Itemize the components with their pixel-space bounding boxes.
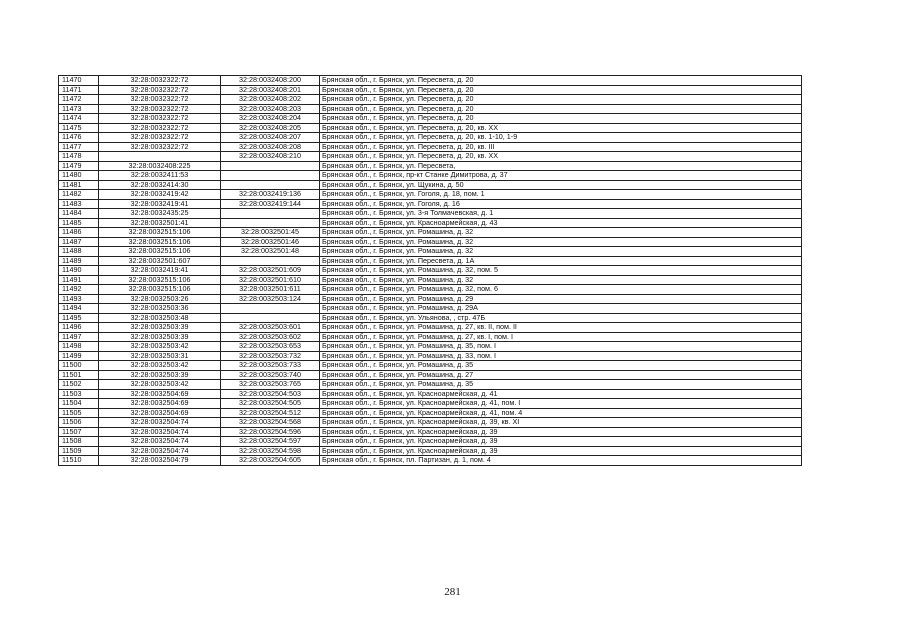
- table-row: [59, 209, 802, 219]
- row-number-cell: 11505: [59, 408, 99, 418]
- address-cell: Брянская обл., г. Брянск, ул. Красноармейская, д. 41, пом. I: [320, 399, 802, 409]
- table-row: [59, 285, 802, 295]
- row-number-cell: 11486: [59, 228, 99, 238]
- row-number-cell: 11500: [59, 361, 99, 371]
- table-row: [59, 313, 802, 323]
- object-number-cell: [221, 304, 320, 314]
- address-cell: Брянская обл., г. Брянск, ул. Ромашина, д. 33, пом. I: [320, 351, 802, 361]
- address-cell: Брянская обл., г. Брянск, ул. Пересвета, д. 20: [320, 76, 802, 86]
- row-number-cell: 11488: [59, 247, 99, 257]
- parcel-number-cell: 32:28:0032503:36: [99, 304, 221, 314]
- table-row: [59, 180, 802, 190]
- address-cell: Брянская обл., г. Брянск, ул. Пересвета, д. 20: [320, 85, 802, 95]
- address-cell: Брянская обл., г. Брянск, ул. Ромашина, д. 32, пом. 6: [320, 285, 802, 295]
- table-row: [59, 380, 802, 390]
- object-number-cell: 32:28:0032504:605: [221, 456, 320, 466]
- address-cell: Брянская обл., г. Брянск, ул. Гоголя, д. 16: [320, 199, 802, 209]
- row-number-cell: 11496: [59, 323, 99, 333]
- row-number-cell: 11485: [59, 218, 99, 228]
- row-number-cell: 11480: [59, 171, 99, 181]
- object-number-cell: 32:28:0032503:602: [221, 332, 320, 342]
- row-number-cell: 11482: [59, 190, 99, 200]
- parcel-number-cell: [99, 152, 221, 162]
- table-row: [59, 446, 802, 456]
- address-cell: Брянская обл., г. Брянск, ул. Пересвета, д. 20, кв. 1-10, 1-9: [320, 133, 802, 143]
- table-row: [59, 456, 802, 466]
- row-number-cell: 11481: [59, 180, 99, 190]
- address-cell: Брянская обл., г. Брянск, ул. Ульянова, , стр. 47Б: [320, 313, 802, 323]
- table-row: [59, 171, 802, 181]
- parcel-number-cell: 32:28:0032322:72: [99, 142, 221, 152]
- address-cell: Брянская обл., г. Брянск, ул. Красноармейская, д. 39: [320, 446, 802, 456]
- table-row: [59, 399, 802, 409]
- address-cell: Брянская обл., г. Брянск, ул. Ромашина, д. 32: [320, 237, 802, 247]
- parcel-number-cell: 32:28:0032504:69: [99, 408, 221, 418]
- address-cell: Брянская обл., г. Брянск, ул. Красноармейская, д. 41: [320, 389, 802, 399]
- table-row: [59, 190, 802, 200]
- object-number-cell: 32:28:0032504:596: [221, 427, 320, 437]
- parcel-number-cell: 32:28:0032503:42: [99, 361, 221, 371]
- parcel-number-cell: 32:28:0032322:72: [99, 104, 221, 114]
- address-cell: Брянская обл., г. Брянск, ул. Ромашина, д. 32: [320, 247, 802, 257]
- table-row: [59, 275, 802, 285]
- table-row: [59, 256, 802, 266]
- row-number-cell: 11470: [59, 76, 99, 86]
- row-number-cell: 11471: [59, 85, 99, 95]
- parcel-number-cell: 32:28:0032322:72: [99, 85, 221, 95]
- row-number-cell: 11478: [59, 152, 99, 162]
- object-number-cell: 32:28:0032501:609: [221, 266, 320, 276]
- object-number-cell: 32:28:0032501:610: [221, 275, 320, 285]
- object-number-cell: [221, 180, 320, 190]
- table-row: [59, 247, 802, 257]
- object-number-cell: 32:28:0032504:503: [221, 389, 320, 399]
- row-number-cell: 11492: [59, 285, 99, 295]
- row-number-cell: 11473: [59, 104, 99, 114]
- object-number-cell: 32:28:0032408:204: [221, 114, 320, 124]
- parcel-number-cell: 32:28:0032503:39: [99, 370, 221, 380]
- row-number-cell: 11503: [59, 389, 99, 399]
- address-cell: Брянская обл., г. Брянск, ул. Пересвета, д. 1А: [320, 256, 802, 266]
- table-row: [59, 408, 802, 418]
- address-cell: Брянская обл., г. Брянск, ул. Ромашина, д. 35: [320, 380, 802, 390]
- parcel-number-cell: 32:28:0032504:74: [99, 446, 221, 456]
- table-row: [59, 266, 802, 276]
- parcel-number-cell: 32:28:0032408:225: [99, 161, 221, 171]
- parcel-number-cell: 32:28:0032419:42: [99, 190, 221, 200]
- table-row: [59, 95, 802, 105]
- parcel-number-cell: 32:28:0032503:31: [99, 351, 221, 361]
- address-cell: Брянская обл., г. Брянск, ул. Красноармейская, д. 39: [320, 427, 802, 437]
- row-number-cell: 11498: [59, 342, 99, 352]
- table-row: [59, 323, 802, 333]
- table-row: [59, 142, 802, 152]
- parcel-number-cell: 32:28:0032504:74: [99, 418, 221, 428]
- address-cell: Брянская обл., г. Брянск, ул. Пересвета, д. 20: [320, 114, 802, 124]
- row-number-cell: 11502: [59, 380, 99, 390]
- address-cell: Брянская обл., г. Брянск, ул. 3-я Толмачевская, д. 1: [320, 209, 802, 219]
- object-number-cell: 32:28:0032504:505: [221, 399, 320, 409]
- address-cell: Брянская обл., г. Брянск, пл. Партизан, д. 1, пом. 4: [320, 456, 802, 466]
- table-row: [59, 418, 802, 428]
- object-number-cell: 32:28:0032503:601: [221, 323, 320, 333]
- parcel-number-cell: 32:28:0032503:42: [99, 342, 221, 352]
- address-cell: Брянская обл., г. Брянск, ул. Красноармейская, д. 39, кв. XI: [320, 418, 802, 428]
- table-row: [59, 152, 802, 162]
- row-number-cell: 11494: [59, 304, 99, 314]
- address-cell: Брянская обл., г. Брянск, ул. Ромашина, д. 35, пом. I: [320, 342, 802, 352]
- parcel-number-cell: 32:28:0032504:74: [99, 427, 221, 437]
- object-number-cell: [221, 218, 320, 228]
- row-number-cell: 11483: [59, 199, 99, 209]
- parcel-number-cell: 32:28:0032515:106: [99, 237, 221, 247]
- address-cell: Брянская обл., г. Брянск, ул. Пересвета, д. 20: [320, 104, 802, 114]
- object-number-cell: 32:28:0032501:46: [221, 237, 320, 247]
- parcel-number-cell: 32:28:0032515:106: [99, 247, 221, 257]
- table-row: [59, 304, 802, 314]
- parcel-number-cell: 32:28:0032322:72: [99, 133, 221, 143]
- object-number-cell: 32:28:0032408:205: [221, 123, 320, 133]
- table-body: [59, 76, 802, 466]
- row-number-cell: 11474: [59, 114, 99, 124]
- table-row: [59, 437, 802, 447]
- object-number-cell: 32:28:0032408:203: [221, 104, 320, 114]
- object-number-cell: 32:28:0032419:144: [221, 199, 320, 209]
- object-number-cell: 32:28:0032408:208: [221, 142, 320, 152]
- address-cell: Брянская обл., г. Брянск, ул. Ромашина, д. 27, кв. II, пом. II: [320, 323, 802, 333]
- address-cell: Брянская обл., г. Брянск, ул. Щукина, д. 50: [320, 180, 802, 190]
- parcel-number-cell: 32:28:0032322:72: [99, 95, 221, 105]
- table-row: [59, 427, 802, 437]
- table-row: [59, 389, 802, 399]
- object-number-cell: 32:28:0032408:200: [221, 76, 320, 86]
- address-cell: Брянская обл., г. Брянск, ул. Ромашина, д. 32: [320, 228, 802, 238]
- address-cell: Брянская обл., г. Брянск, ул. Пересвета, д. 20: [320, 95, 802, 105]
- table-row: [59, 342, 802, 352]
- address-cell: Брянская обл., г. Брянск, ул. Пересвета, д. 20, кв. XX: [320, 152, 802, 162]
- address-cell: Брянская обл., г. Брянск, ул. Ромашина, д. 27: [320, 370, 802, 380]
- parcel-number-cell: 32:28:0032503:39: [99, 323, 221, 333]
- address-cell: Брянская обл., г. Брянск, ул. Красноармейская, д. 43: [320, 218, 802, 228]
- table-row: [59, 114, 802, 124]
- parcel-number-cell: 32:28:0032501:607: [99, 256, 221, 266]
- table-row: [59, 218, 802, 228]
- row-number-cell: 11476: [59, 133, 99, 143]
- parcel-number-cell: 32:28:0032515:106: [99, 228, 221, 238]
- parcel-number-cell: 32:28:0032504:69: [99, 389, 221, 399]
- object-number-cell: 32:28:0032408:210: [221, 152, 320, 162]
- row-number-cell: 11484: [59, 209, 99, 219]
- parcel-number-cell: 32:28:0032504:79: [99, 456, 221, 466]
- object-number-cell: 32:28:0032503:653: [221, 342, 320, 352]
- table-row: [59, 332, 802, 342]
- cadastral-table: [58, 75, 802, 466]
- object-number-cell: 32:28:0032503:733: [221, 361, 320, 371]
- parcel-number-cell: 32:28:0032504:74: [99, 437, 221, 447]
- row-number-cell: 11497: [59, 332, 99, 342]
- row-number-cell: 11495: [59, 313, 99, 323]
- object-number-cell: 32:28:0032503:124: [221, 294, 320, 304]
- table-row: [59, 85, 802, 95]
- parcel-number-cell: 32:28:0032414:30: [99, 180, 221, 190]
- parcel-number-cell: 32:28:0032501:41: [99, 218, 221, 228]
- table-row: [59, 370, 802, 380]
- object-number-cell: 32:28:0032501:611: [221, 285, 320, 295]
- object-number-cell: 32:28:0032503:765: [221, 380, 320, 390]
- parcel-number-cell: 32:28:0032503:48: [99, 313, 221, 323]
- object-number-cell: 32:28:0032504:512: [221, 408, 320, 418]
- row-number-cell: 11510: [59, 456, 99, 466]
- address-cell: Брянская обл., г. Брянск, ул. Ромашина, д. 29А: [320, 304, 802, 314]
- parcel-number-cell: 32:28:0032435:25: [99, 209, 221, 219]
- object-number-cell: 32:28:0032408:201: [221, 85, 320, 95]
- address-cell: Брянская обл., г. Брянск, ул. Пересвета, д. 20, кв. XX: [320, 123, 802, 133]
- parcel-number-cell: 32:28:0032419:41: [99, 199, 221, 209]
- object-number-cell: 32:28:0032504:568: [221, 418, 320, 428]
- object-number-cell: 32:28:0032503:740: [221, 370, 320, 380]
- address-cell: Брянская обл., г. Брянск, ул. Ромашина, д. 32: [320, 275, 802, 285]
- row-number-cell: 11477: [59, 142, 99, 152]
- page-number: 281: [444, 586, 461, 598]
- parcel-number-cell: 32:28:0032322:72: [99, 114, 221, 124]
- object-number-cell: 32:28:0032408:207: [221, 133, 320, 143]
- object-number-cell: 32:28:0032503:732: [221, 351, 320, 361]
- table-row: [59, 76, 802, 86]
- table-row: [59, 351, 802, 361]
- row-number-cell: 11509: [59, 446, 99, 456]
- row-number-cell: 11506: [59, 418, 99, 428]
- row-number-cell: 11508: [59, 437, 99, 447]
- table-row: [59, 133, 802, 143]
- parcel-number-cell: 32:28:0032419:41: [99, 266, 221, 276]
- row-number-cell: 11490: [59, 266, 99, 276]
- address-cell: Брянская обл., г. Брянск, пр-кт Станке Димитрова, д. 37: [320, 171, 802, 181]
- object-number-cell: [221, 161, 320, 171]
- address-cell: Брянская обл., г. Брянск, ул. Ромашина, д. 32, пом. 5: [320, 266, 802, 276]
- table-row: [59, 228, 802, 238]
- parcel-number-cell: 32:28:0032515:106: [99, 275, 221, 285]
- object-number-cell: 32:28:0032408:202: [221, 95, 320, 105]
- row-number-cell: 11499: [59, 351, 99, 361]
- row-number-cell: 11472: [59, 95, 99, 105]
- parcel-number-cell: 32:28:0032515:106: [99, 285, 221, 295]
- object-number-cell: 32:28:0032504:597: [221, 437, 320, 447]
- table-row: [59, 294, 802, 304]
- address-cell: Брянская обл., г. Брянск, ул. Красноармейская, д. 41, пом. 4: [320, 408, 802, 418]
- object-number-cell: 32:28:0032504:598: [221, 446, 320, 456]
- parcel-number-cell: 32:28:0032322:72: [99, 123, 221, 133]
- row-number-cell: 11493: [59, 294, 99, 304]
- object-number-cell: [221, 209, 320, 219]
- parcel-number-cell: 32:28:0032503:26: [99, 294, 221, 304]
- parcel-number-cell: 32:28:0032411:53: [99, 171, 221, 181]
- row-number-cell: 11504: [59, 399, 99, 409]
- address-cell: Брянская обл., г. Брянск, ул. Красноармейская, д. 39: [320, 437, 802, 447]
- address-cell: Брянская обл., г. Брянск, ул. Пересвета, д. 20, кв. III: [320, 142, 802, 152]
- row-number-cell: 11501: [59, 370, 99, 380]
- address-cell: Брянская обл., г. Брянск, ул. Пересвета,: [320, 161, 802, 171]
- parcel-number-cell: 32:28:0032503:39: [99, 332, 221, 342]
- object-number-cell: 32:28:0032501:45: [221, 228, 320, 238]
- table-row: [59, 361, 802, 371]
- table-row: [59, 237, 802, 247]
- row-number-cell: 11507: [59, 427, 99, 437]
- object-number-cell: 32:28:0032501:48: [221, 247, 320, 257]
- parcel-number-cell: 32:28:0032504:69: [99, 399, 221, 409]
- row-number-cell: 11489: [59, 256, 99, 266]
- row-number-cell: 11475: [59, 123, 99, 133]
- object-number-cell: 32:28:0032419:136: [221, 190, 320, 200]
- object-number-cell: [221, 171, 320, 181]
- table-row: [59, 123, 802, 133]
- row-number-cell: 11491: [59, 275, 99, 285]
- object-number-cell: [221, 256, 320, 266]
- table-row: [59, 161, 802, 171]
- object-number-cell: [221, 313, 320, 323]
- address-cell: Брянская обл., г. Брянск, ул. Ромашина, д. 35: [320, 361, 802, 371]
- table-row: [59, 199, 802, 209]
- address-cell: Брянская обл., г. Брянск, ул. Ромашина, д. 29: [320, 294, 802, 304]
- parcel-number-cell: 32:28:0032503:42: [99, 380, 221, 390]
- parcel-number-cell: 32:28:0032322:72: [99, 76, 221, 86]
- table-row: [59, 104, 802, 114]
- row-number-cell: 11479: [59, 161, 99, 171]
- address-cell: Брянская обл., г. Брянск, ул. Гоголя, д. 18, пом. 1: [320, 190, 802, 200]
- address-cell: Брянская обл., г. Брянск, ул. Ромашина, д. 27, кв. I, пом. I: [320, 332, 802, 342]
- row-number-cell: 11487: [59, 237, 99, 247]
